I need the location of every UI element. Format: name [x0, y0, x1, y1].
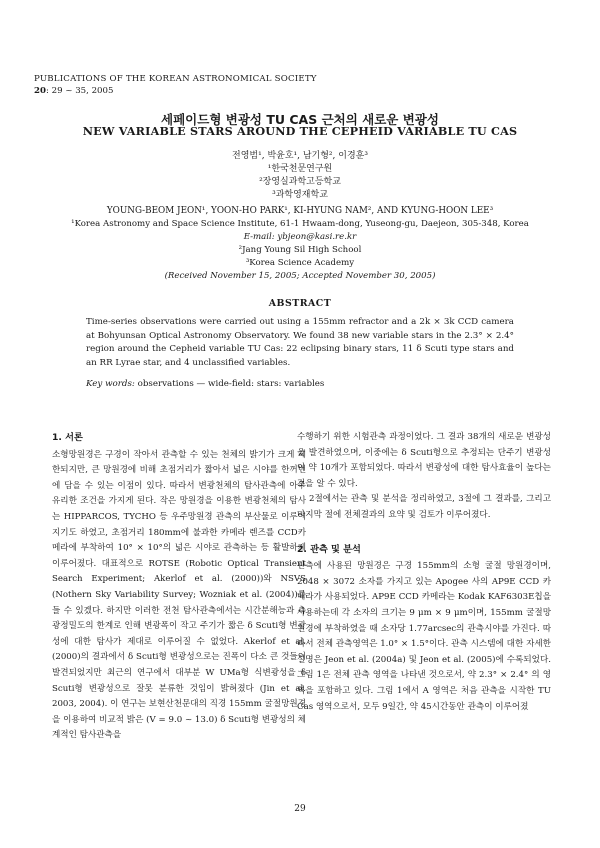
keywords-line	[86, 379, 514, 389]
page-number: 29	[294, 804, 306, 814]
volume-number: 20	[34, 86, 46, 96]
title-english: NEW VARIABLE STARS AROUND THE CEPHEID VARIABLE TU CAS	[82, 124, 518, 138]
keywords-label: Key words:	[86, 379, 135, 389]
section-gap	[297, 524, 551, 542]
left-column	[52, 430, 306, 744]
page-range: : 29 ~ 35, 2005	[45, 86, 114, 96]
affiliation-english-3: ³Korea Science Academy	[245, 258, 355, 268]
affiliation-english-1: ¹Korea Astronomy and Space Science Institute, 61-1 Hwaam-dong, Yuseong-gu, Daejeon, 305-348, Korea	[71, 219, 529, 229]
email-address[interactable]: E-mail: ybjeon@kasi.re.kr	[243, 232, 357, 242]
affiliation-korean-2: ²장영실과학고등학교	[259, 177, 341, 187]
affiliation-english-2: ²Jang Young Sil High School	[238, 245, 362, 255]
authors-english: YOUNG-BEOM JEON¹, YOON-HO PARK¹, KI-HYUNG NAM², AND KYUNG-HOON LEE³	[106, 206, 494, 216]
keywords-text: observations — wide-field: stars: variables	[137, 379, 325, 389]
section-2-paragraph-1: 관측에 사용된 망원경은 구경 155mm의 소형 굴절 망원경이며, 2048 × 3072 소자를 가지고 있는 Apogee 사의 AP9E CCD 카메라가 사용되었다. AP9E CCD 카메라는 Kodak KAF6303E칩을 사용하는데 각 소자의 크기는 9 μm × 9 μm이며, 155mm 굴절망원경에 부착하였을 때 소자당 1.77arcsec의 관측시야를 가진다. 따라서 전체 관측영역은 1.0° × 1.5°이다. 관측 시스템에 대한 자세한 설명은 Jeon et al. (2004a) 및 Jeon et al. (2005)에 수록되었다. 그림 1은 전체 관측 영역을 나타낸 것으로서, 약 2.3° × 2.4° 의 영역을 포함하고 있다. 그림 1에서 A 영역은 처음 관측을 시작한 TU Cas 영역으로서, 모두 9일간, 약 45시간동안 관측이 이루어졌	[297, 561, 551, 712]
section-1-paragraph-2: 2절에서는 관측 및 분석을 정리하였고, 3절에 그 결과를, 그리고 마지막 절에 전체결과의 요약 및 검토가 이루어졌다.	[297, 494, 551, 520]
section-2-heading: 2. 관측 및 분석	[297, 543, 361, 555]
journal-name: PUBLICATIONS OF THE KOREAN ASTRONOMICAL SOCIETY	[34, 74, 317, 84]
title-korean: 세페이드형 변광성 TU CAS 근처의 새로운 변광성	[161, 112, 439, 127]
affiliation-korean-3: ³과학영재학교	[272, 190, 328, 200]
authors-korean: 전영범¹, 박윤호¹, 남기형², 이경훈³	[232, 151, 368, 161]
abstract-text: Time-series observations were carried out using a 155mm refractor and a 2k × 3k CCD camera at Bohyunsan Optical Astronomy Observatory. We found 38 new variable stars in the 2.3° × 2.4° region around the Cepheid variable TU Cas: 22 eclipsing binary stars, 11 δ Scuti type stars and an RR Lyrae star, and 4 unclassified variables.	[86, 317, 514, 368]
section-1-heading: 1. 서론	[52, 432, 83, 443]
section-1-paragraph-1-continued: 수행하기 위한 시험관측 과정이었다. 그 결과 38개의 새로운 변광성을 발견하였으며, 이중에는 δ Scuti형으로 추정되는 단주기 변광성이 약 10개가 포함되었다. 따라서 변광성에 대한 탐사효율이 높다는 것을 알 수 있다.	[297, 432, 551, 489]
right-column	[297, 430, 551, 715]
volume-info	[34, 86, 113, 96]
affiliation-korean-1: ¹한국천문연구원	[267, 164, 333, 174]
section-1-paragraph-1: 소형망원경은 구경이 작아서 관측할 수 있는 천체의 밝기가 크게 제한되지만, 큰 망원경에 비해 초점거리가 짧아서 넓은 시야를 한꺼번에 담을 수 있는 이점이 있다. 따라서 변광천체의 탐사관측에 아주 유리한 조건을 가지게 된다. 작은 망원경을 이용한 변광천체의 탐사는 HIPPARCOS, TYCHO 등 우주망원경 관측의 부산물로 이루어지기도 하였고, 초점거리 180mm에 불과한 카메라 렌즈를 CCD카메라에 부착하여 10° × 10°의 넓은 시야로 관측하는 등 활발하게 이루어졌다. 대표적으로 ROTSE (Robotic Optical Transient Search Experiment; Akerlof et al. (2000))와 NSVS (Nothern Sky Variability Survey; Wozniak et al. (2004))를 들 수 있겠다. 하지만 이러한 전천 탐사관측에서는 시간분해능과 측광정밀도의 한계로 인해 변광폭이 작고 주기가 짧은 δ Scuti형 변광성에 대한 탐사가 제대로 이루어질 수 없었다. Akerlof et al. (2000)의 결과에서 δ Scuti형 변광성으로는 진폭이 다소 큰 것들이 발견되었지만 최근의 연구에서 대부분 W UMa형 식변광성을 δ Scuti형 변광성으로 잘못 분류한 것임이 밝혀졌다 (Jin et al. 2003, 2004). 이 연구는 보현산천문대의 직경 155mm 굴절망원경을 이용하여 비교적 밝은 (V = 9.0 ~ 13.0) δ Scuti형 변광성의 체계적인 탐사관측을	[52, 449, 306, 741]
abstract-heading: ABSTRACT	[268, 298, 332, 309]
received-dates: (Received November 15, 2005; Accepted November 30, 2005)	[164, 271, 436, 281]
